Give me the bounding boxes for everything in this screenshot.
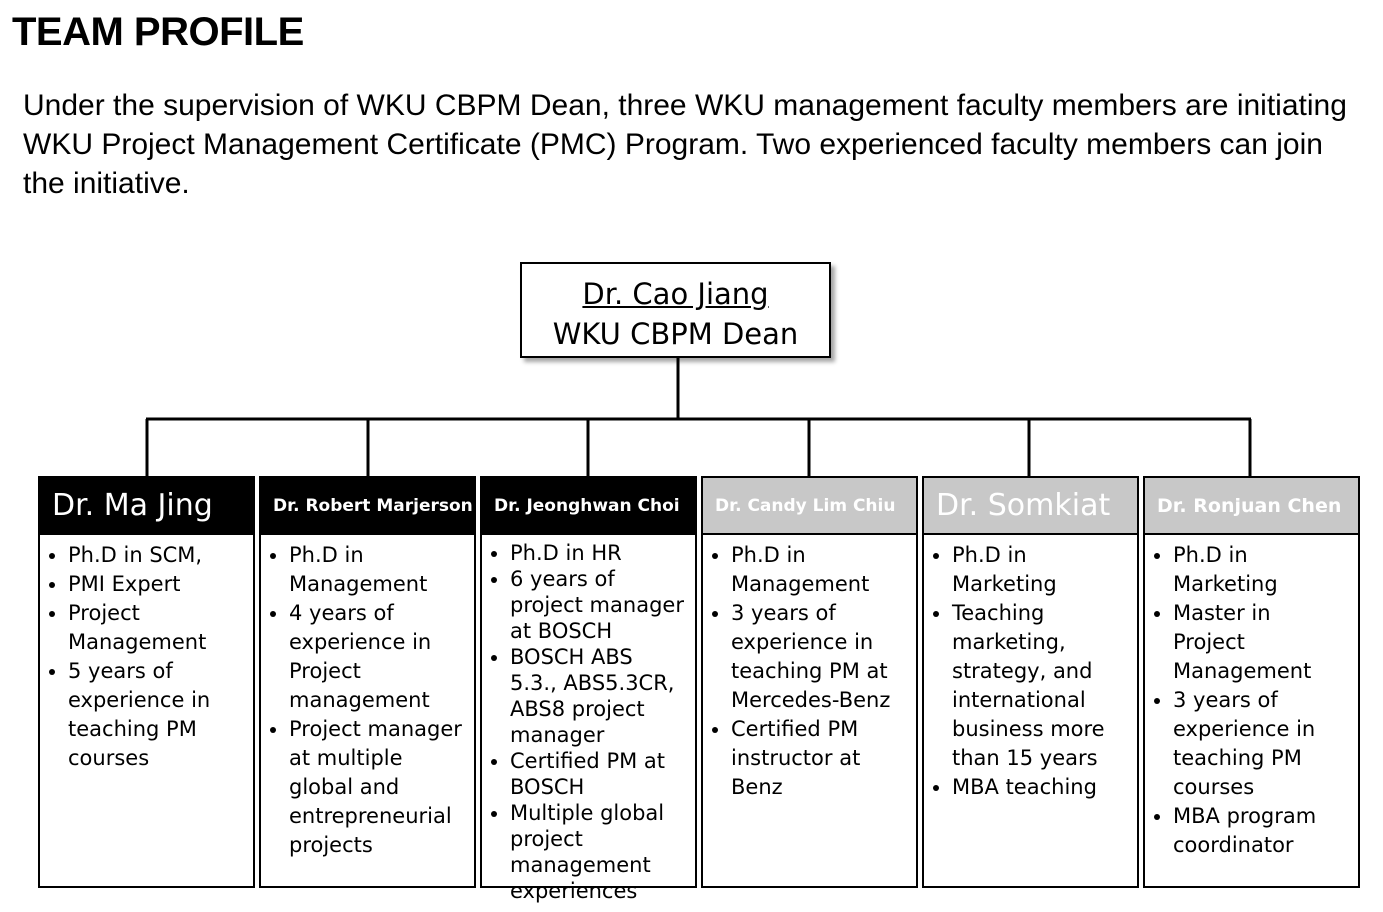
- dean-name: Dr. Cao Jiang: [582, 277, 769, 311]
- member-card-candy-lim-chiu: [701, 476, 918, 888]
- bullet-item: • Teaching marketing, strategy, and international business more than 15 years: [952, 599, 1127, 773]
- bullet-item: • Ph.D in Management: [289, 541, 464, 599]
- dean-role: WKU CBPM Dean: [552, 317, 799, 351]
- bullet-item: • PMI Expert: [68, 570, 243, 599]
- member-name: Dr. Jeonghwan Choi: [482, 478, 695, 535]
- member-card-ma-jing: [38, 476, 255, 888]
- bullet-item: • Ph.D in Management: [731, 541, 906, 599]
- member-bullets: [1145, 535, 1358, 860]
- bullet-item: • MBA teaching: [952, 773, 1127, 802]
- member-card-ronjuan-chen: [1143, 476, 1360, 888]
- bullet-item: • 3 years of experience in teaching PM courses: [1173, 686, 1348, 802]
- bullet-item: • Ph.D in SCM,: [68, 541, 243, 570]
- bullet-item: • Ph.D in Marketing: [952, 541, 1127, 599]
- bullet-item: • MBA program coordinator: [1173, 802, 1348, 860]
- bullet-item: • Master in Project Management: [1173, 599, 1348, 686]
- bullet-item: • Multiple global project management experiences: [510, 800, 685, 904]
- member-name: Dr. Somkiat: [924, 478, 1137, 535]
- member-name: Dr. Ma Jing: [40, 478, 253, 535]
- bullet-item: • 4 years of experience in Project management: [289, 599, 464, 715]
- member-card-robert-marjerson: [259, 476, 476, 888]
- dean-box: [520, 262, 831, 358]
- bullet-item: • 5 years of experience in teaching PM courses: [68, 657, 243, 773]
- intro-paragraph: Under the supervision of WKU CBPM Dean, three WKU management faculty members are initiating WKU Project Management Certificate (PMC) Program. Two experienced faculty members can join the initiative.: [23, 89, 1347, 200]
- member-name: Dr. Ronjuan Chen: [1145, 478, 1358, 535]
- member-bullets: [261, 535, 474, 860]
- bullet-item: • Ph.D in Marketing: [1173, 541, 1348, 599]
- page-title: TEAM PROFILE: [12, 10, 304, 54]
- bullet-item: • 6 years of project manager at BOSCH: [510, 566, 685, 644]
- bullet-item: • BOSCH ABS 5.3., ABS5.3CR, ABS8 project manager: [510, 644, 685, 748]
- member-card-jeonghwan-choi: [480, 476, 697, 903]
- member-bullets: [482, 535, 695, 904]
- member-name: Dr. Candy Lim Chiu: [703, 478, 916, 535]
- bullet-item: • Project Management: [68, 599, 243, 657]
- member-bullets: [703, 535, 916, 802]
- member-name: Dr. Robert Marjerson: [261, 478, 474, 535]
- bullet-item: • Project manager at multiple global and entrepreneurial projects: [289, 715, 464, 860]
- bullet-item: • Ph.D in HR: [510, 540, 685, 566]
- member-bullets: [924, 535, 1137, 802]
- bullet-item: • Certified PM at BOSCH: [510, 748, 685, 800]
- member-card-somkiat: [922, 476, 1139, 888]
- member-bullets: [40, 535, 253, 773]
- bullet-item: • 3 years of experience in teaching PM at Mercedes-Benz: [731, 599, 906, 715]
- bullet-item: • Certified PM instructor at Benz: [731, 715, 906, 802]
